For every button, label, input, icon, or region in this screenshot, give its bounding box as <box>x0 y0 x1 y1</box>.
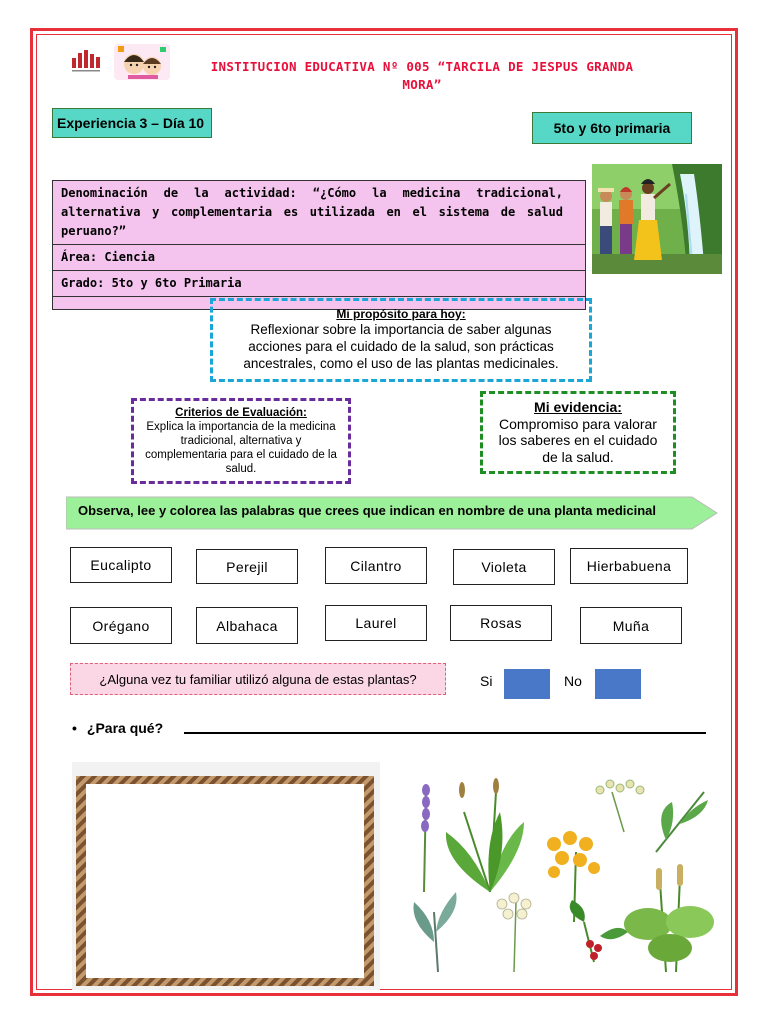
word-box-muna[interactable]: Muña <box>580 607 682 644</box>
evidence-heading: Mi evidencia: <box>534 399 622 415</box>
medicinal-plants-illustration <box>404 772 720 978</box>
no-label: No <box>564 673 582 689</box>
instruction-text: Observa, lee y colorea las palabras que crees que indican en nombre de una planta medicinal <box>78 503 656 518</box>
drawing-area-background <box>72 762 380 990</box>
activity-grade: Grado: 5to y 6to Primaria <box>53 271 585 297</box>
school-title-line1: INSTITUCION EDUCATIVA Nº 005 “TARCILA DE JESPUS GRANDA <box>210 59 634 74</box>
purpose-text: Reflexionar sobre la importancia de saber algunas acciones para el cuidado de la salud, son prácticas ancestrales, como el uso de las plantas medicinales. <box>243 322 559 371</box>
school-title-line2: MORA” <box>402 77 442 92</box>
word-box-rosas[interactable]: Rosas <box>450 605 552 641</box>
criteria-heading: Criterios de Evaluación: <box>175 407 307 419</box>
grade-badge: 5to y 6to primaria <box>532 112 692 144</box>
word-box-laurel[interactable]: Laurel <box>325 605 427 641</box>
no-checkbox[interactable] <box>595 669 641 699</box>
activity-name: Denominación de la actividad: “¿Cómo la medicina tradicional, alternativa y complementaria es utilizada en el sistema de salud peruano?” <box>53 181 585 245</box>
evidence-box <box>480 391 676 474</box>
word-box-violeta[interactable]: Violeta <box>453 549 555 585</box>
rope-frame-icon[interactable] <box>72 762 380 990</box>
word-box-albahaca[interactable]: Albahaca <box>196 607 298 644</box>
answer-line[interactable] <box>184 732 706 734</box>
criteria-box <box>131 398 351 484</box>
experience-badge: Experiencia 3 – Día 10 <box>52 108 212 138</box>
word-box-perejil[interactable]: Perejil <box>196 549 298 584</box>
followup-label: ¿Para qué? <box>86 720 164 736</box>
purpose-box <box>210 298 592 382</box>
word-box-hierbabuena[interactable]: Hierbabuena <box>570 548 688 584</box>
criteria-text: Explica la importancia de la medicina tradicional, alternativa y complementaria para el cuidado de la salud. <box>145 421 337 475</box>
activity-info-table <box>52 180 586 310</box>
question-box: ¿Alguna vez tu familiar utilizó alguna de estas plantas? <box>70 663 446 695</box>
followup-question <box>72 720 163 736</box>
purpose-heading: Mi propósito para hoy: <box>336 307 466 321</box>
evidence-text: Compromiso para valorar los saberes en el cuidado de la salud. <box>498 415 658 465</box>
school-mascot-logo-icon <box>114 44 170 80</box>
word-box-eucalipto[interactable]: Eucalipto <box>70 547 172 583</box>
activity-area: Área: Ciencia <box>53 245 585 271</box>
healers-waterfall-illustration <box>592 164 722 274</box>
school-title <box>182 58 662 94</box>
word-box-oregano[interactable]: Orégano <box>70 607 172 644</box>
bullet-icon: • <box>72 720 77 736</box>
yes-label: Si <box>480 673 493 689</box>
word-box-cilantro[interactable]: Cilantro <box>325 547 427 584</box>
ministry-logo-icon <box>70 48 104 74</box>
yes-checkbox[interactable] <box>504 669 550 699</box>
